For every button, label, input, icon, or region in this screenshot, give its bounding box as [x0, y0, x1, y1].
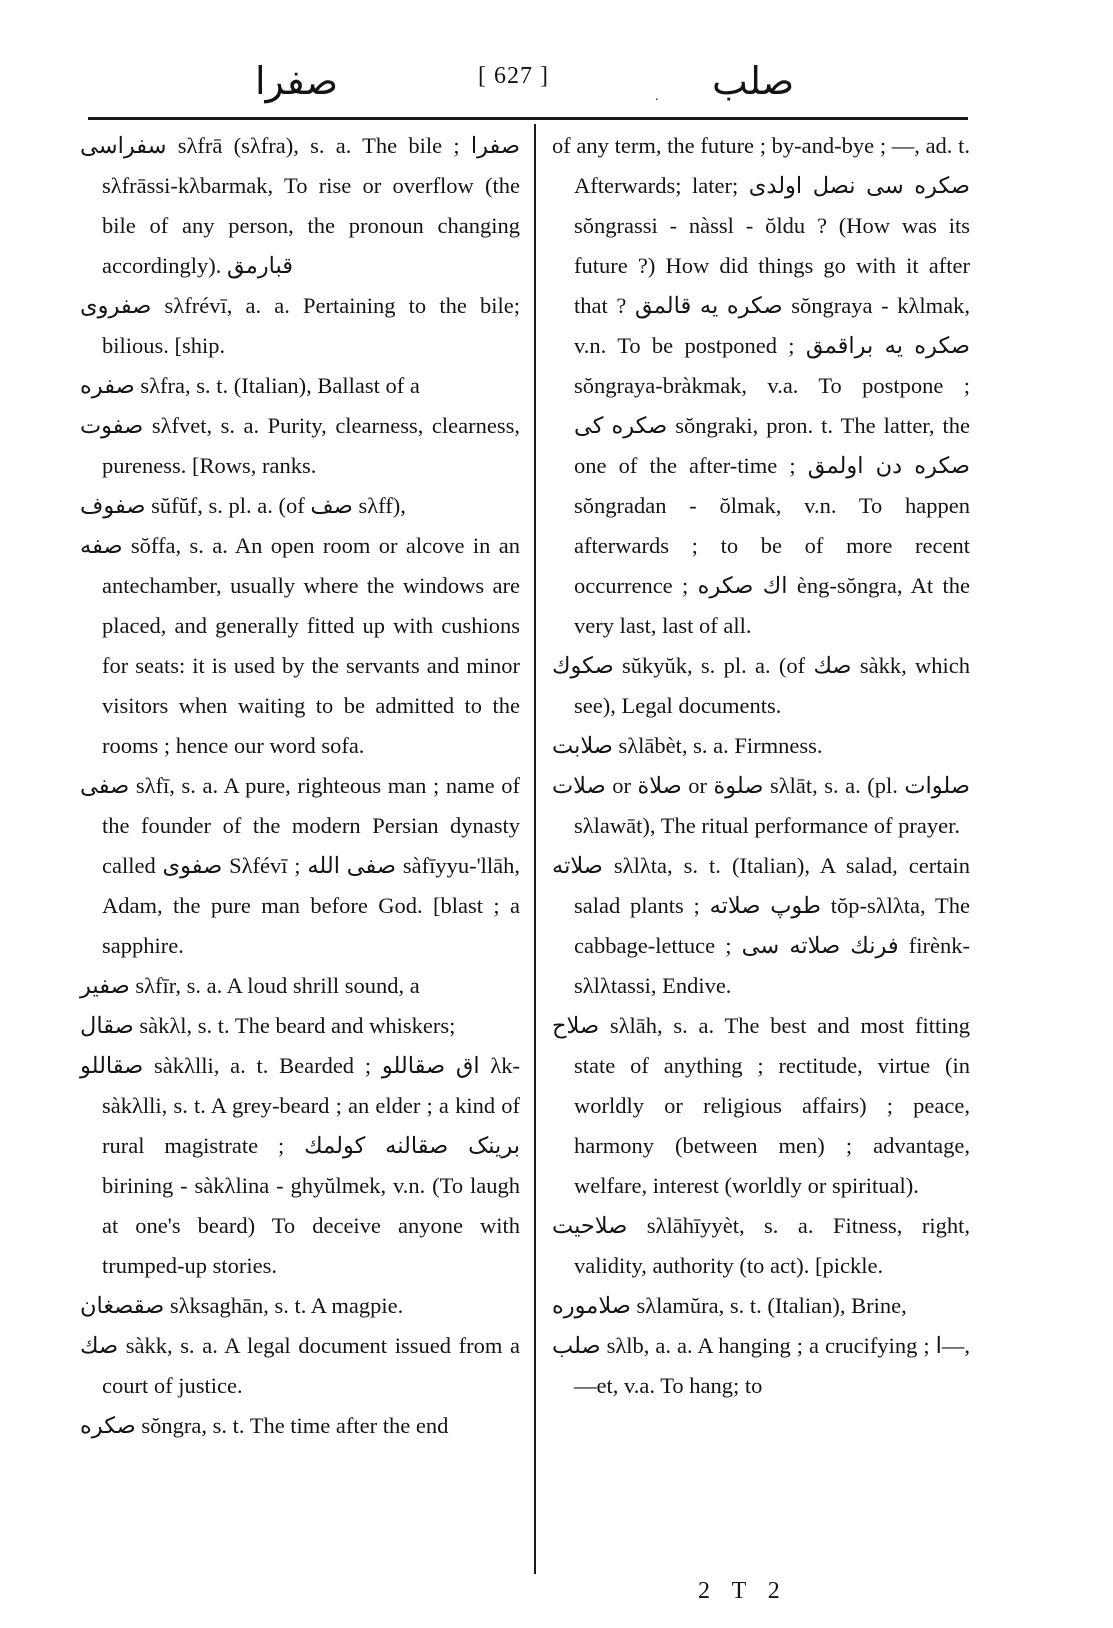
dictionary-entry: صکره sŏngra, s. t. The time after the end	[80, 1413, 449, 1438]
header-dot: .	[655, 89, 659, 104]
header-rule	[88, 117, 968, 120]
column-divider	[534, 124, 536, 1574]
dictionary-entry: of any term, the future ; by-and-bye ; —, ad. t. Afterwards; later; صکره سی نصل اولدی sŏngrassi - nàssl - ŏldu ? (How was its future ?) How did things go with it after that ? صکره یه قالمق sŏngraya - kλlmak, v.n. To be postponed ; صکره یه براقمق sŏngraya-bràkmak, v.a. To postpone ; صکره کی sŏngraki, pron. t. The latter, the one of the after-time ; صکره دن اولمق sŏngradan - ŏlmak, v.n. To happen afterwards ; to be of more recent occurrence ; اك صکره èng-sŏngra, At the very last, last of all.	[552, 133, 970, 638]
dictionary-entry: سفراسی sλfrā (sλfra), s. a. The bile ; صفرا sλfrāssi-kλbarmak, To rise or overflow (the bile of any person, the pronoun changing accordingly). قبارمق	[80, 133, 520, 278]
dictionary-entry: صفه sŏffa, s. a. An open room or alcove in an antechamber, usually where the windows are placed, and generally fitted up with cushions for seats: it is used by the servants and minor visitors when waiting to be admitted to the rooms ; hence our word sofa.	[80, 533, 520, 758]
dictionary-entry: صلاح sλlāh, s. a. The best and most fitting state of anything ; rectitude, virtue (in worldly or religious affairs) ; peace, harmony (between men) ; advantage, welfare, interest (worldly or spiritual).	[552, 1013, 970, 1198]
dictionary-entry: صفره sλfra, s. t. (Italian), Ballast of a	[80, 373, 420, 398]
page-header	[0, 55, 1113, 105]
dictionary-entry: صلات or صلاة or صلوة sλlāt, s. a. (pl. صلوات sλlawāt), The ritual performance of prayer.	[552, 773, 970, 838]
dictionary-entry: صفروی sλfrévī, a. a. Pertaining to the bile; bilious. [ship.	[80, 293, 520, 358]
dictionary-entry: صفی sλfī, s. a. A pure, righteous man ; name of the founder of the modern Persian dynasty called صفوی Sλfévī ; صفی الله sàfīyyu-'llāh, Adam, the pure man before God. [blast ; a sapphire.	[80, 773, 520, 958]
dictionary-entry: صفوت sλfvet, s. a. Purity, clearness, clearness, pureness. [Rows, ranks.	[80, 413, 520, 478]
dictionary-entry: صلب sλlb, a. a. A hanging ; a crucifying ; ا—, —et, v.a. To hang; to	[552, 1333, 970, 1398]
dictionary-entry: صلاته sλlλta, s. t. (Italian), A salad, certain salad plants ; طوپ صلاته tŏp-sλlλta, The cabbage-lettuce ; فرنك صلاته سی firènk-sλlλtassi, Endive.	[552, 853, 971, 998]
signature-mark: 2 T 2	[698, 1578, 788, 1604]
header-left-word: صفرا	[255, 59, 339, 103]
left-column	[80, 126, 520, 1446]
dictionary-entry: صلاموره sλlamŭra, s. t. (Italian), Brine,	[552, 1293, 907, 1318]
page-number: [ 627 ]	[478, 63, 549, 89]
dictionary-entry: صقال sàkλl, s. t. The beard and whiskers;	[80, 1013, 456, 1038]
dictionary-entry: صلاحیت sλlāhīyyèt, s. a. Fitness, right, validity, authority (to act). [pickle.	[552, 1213, 970, 1278]
dictionary-entry: صفیر sλfīr, s. a. A loud shrill sound, a	[80, 973, 420, 998]
right-column	[552, 126, 970, 1406]
dictionary-entry: صك sàkk, s. a. A legal document issued from a court of justice.	[80, 1333, 520, 1398]
dictionary-entry: صفوف sŭfŭf, s. pl. a. (of صف sλff),	[80, 493, 406, 518]
dictionary-entry: صکوك sŭkyŭk, s. pl. a. (of صك sàkk, which see), Legal documents.	[552, 653, 970, 718]
dictionary-entry: صقاللو sàkλlli, a. t. Bearded ; اق صقاللو λk-sàkλlli, s. t. A grey-beard ; an elder ; a kind of rural magistrate ; برینک صقالنه کولمك birining - sàkλlina - ghyŭlmek, v.n. (To laugh at one's beard) To deceive anyone with trumped-up stories.	[80, 1053, 521, 1278]
dictionary-entry: صقصغان sλksaghān, s. t. A magpie.	[80, 1293, 404, 1318]
header-right-word: صلب	[712, 59, 795, 103]
dictionary-entry: صلابت sλlābèt, s. a. Firmness.	[552, 733, 823, 758]
